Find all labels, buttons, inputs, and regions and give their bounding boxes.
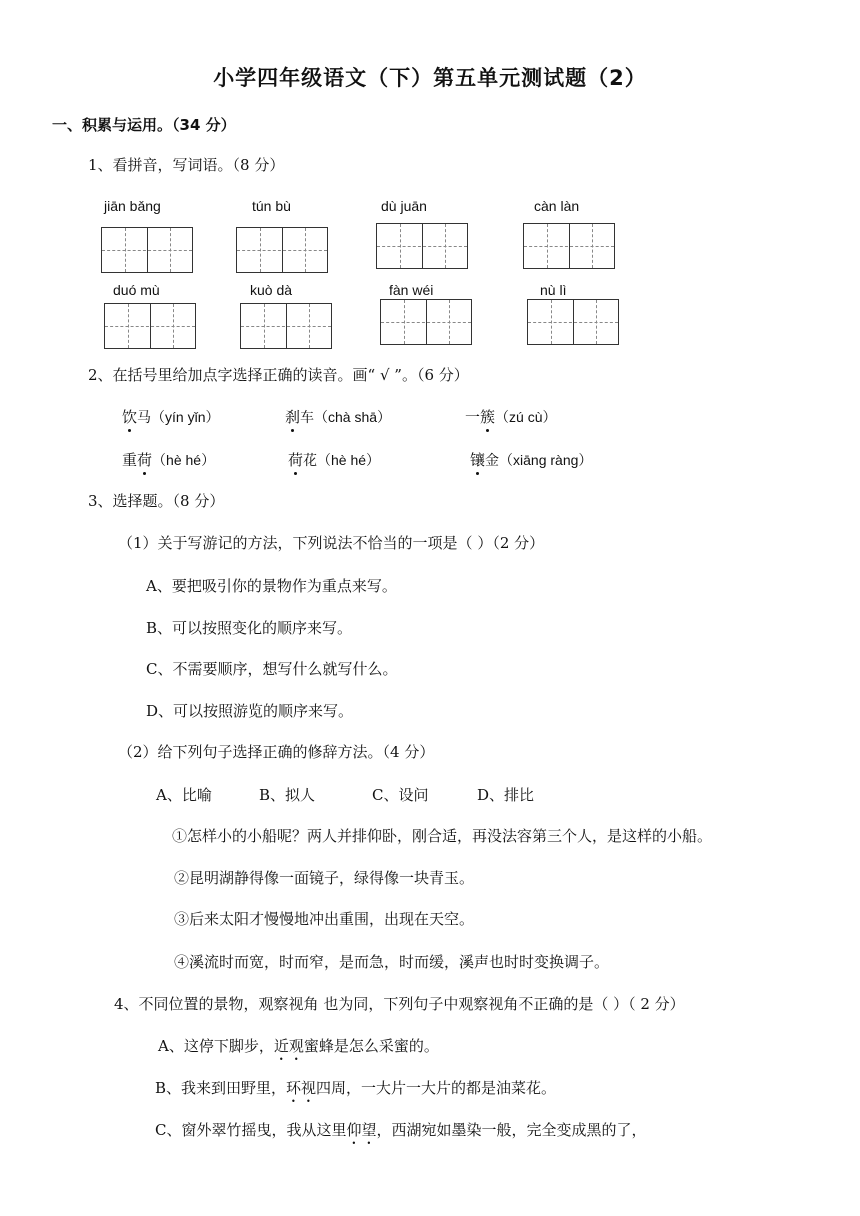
- pinyin-label: dù juān: [381, 198, 427, 214]
- question-3-heading: 3、选择题。（8 分）: [88, 492, 225, 510]
- pinyin-label: jiān bǎng: [104, 198, 161, 214]
- writing-grid[interactable]: [376, 223, 468, 269]
- writing-grid[interactable]: [101, 227, 193, 273]
- dotted-char: 镶: [470, 451, 486, 469]
- sentence-item: ④溪流时而宽，时而窄，是而急，时而缓，溪声也时时变换调子。: [174, 953, 610, 971]
- question-1-heading: 1、看拼音，写词语。（8 分）: [88, 156, 285, 174]
- writing-grid[interactable]: [523, 223, 615, 269]
- pinyin-label: fàn wéi: [389, 282, 434, 298]
- pronunciation-item[interactable]: 镶金（xiāng ràng）: [470, 451, 593, 469]
- pronunciation-item[interactable]: 刹车（chà shā）: [285, 408, 392, 426]
- dotted-text: 环视: [286, 1079, 317, 1097]
- sentence-item: ②昆明湖静得像一面镜子，绿得像一块青玉。: [174, 869, 475, 887]
- writing-grid[interactable]: [240, 303, 332, 349]
- pronunciation-item[interactable]: 重荷（hè hé）: [122, 451, 216, 469]
- option-a[interactable]: A、这停下脚步，近观蜜蜂是怎么采蜜的。: [158, 1037, 439, 1055]
- sub-question-1: （1）关于写游记的方法，下列说法不恰当的一项是（ ）（2 分）: [118, 534, 545, 552]
- pinyin-label: tún bù: [252, 198, 291, 214]
- pinyin-label: nù lì: [540, 282, 567, 298]
- rhetoric-choice[interactable]: D、排比: [477, 786, 535, 804]
- option-a[interactable]: A、要把吸引你的景物作为重点来写。: [146, 577, 397, 595]
- dotted-char: 荷: [137, 451, 153, 469]
- option-b[interactable]: B、我来到田野里，环视四周，一大片一大片的都是油菜花。: [155, 1079, 557, 1097]
- pronunciation-item[interactable]: 一簇（zú cù）: [465, 408, 557, 426]
- dotted-text: 近观: [273, 1037, 304, 1055]
- question-4-heading: 4、不同位置的景物，观察视角 也为同，下列句子中观察视角不正确的是（ ）（ 2 分）: [114, 995, 685, 1013]
- pinyin-label: càn làn: [534, 198, 580, 214]
- dotted-char: 饮: [122, 408, 138, 426]
- rhetoric-choice[interactable]: B、拟人: [259, 786, 316, 804]
- dotted-char: 簇: [480, 408, 496, 426]
- writing-grid[interactable]: [236, 227, 328, 273]
- writing-grid[interactable]: [380, 299, 472, 345]
- question-2-heading: 2、在括号里给加点字选择正确的读音。画“ √ ”。（6 分）: [88, 366, 469, 384]
- rhetoric-choice[interactable]: A、比喻: [156, 786, 212, 804]
- writing-grid[interactable]: [527, 299, 619, 345]
- option-b[interactable]: B、可以按照变化的顺序来写。: [146, 619, 353, 637]
- pronunciation-item[interactable]: 荷花（hè hé）: [288, 451, 381, 469]
- option-c[interactable]: C、不需要顺序，想写什么就写什么。: [146, 660, 398, 678]
- pinyin-label: duó mù: [113, 282, 160, 298]
- pinyin-label: kuò dà: [250, 282, 293, 298]
- page-title: 小学四年级语文（下）第五单元测试题（2）: [213, 66, 647, 90]
- pronunciation-item[interactable]: 饮马（yín yǐn）: [122, 408, 220, 426]
- sentence-item: ③后来太阳才慢慢地冲出重围，出现在天空。: [174, 910, 475, 928]
- sub-question-2: （2）给下列句子选择正确的修辞方法。（4 分）: [118, 743, 435, 761]
- section-heading: 一、积累与运用。（34 分）: [52, 116, 236, 134]
- sentence-item: ①怎样小的小船呢？两人并排仰卧，刚合适，再没法容第三个人，是这样的小船。: [172, 827, 713, 845]
- dotted-char: 刹: [285, 408, 301, 426]
- writing-grid[interactable]: [104, 303, 196, 349]
- option-d[interactable]: D、可以按照游览的顺序来写。: [146, 702, 354, 720]
- dotted-char: 荷: [288, 451, 304, 469]
- rhetoric-choice[interactable]: C、设问: [372, 786, 429, 804]
- dotted-text: 仰望: [346, 1121, 377, 1139]
- option-c[interactable]: C、窗外翠竹摇曳，我从这里仰望，西湖宛如墨染一般，完全变成黑的了，: [155, 1121, 647, 1139]
